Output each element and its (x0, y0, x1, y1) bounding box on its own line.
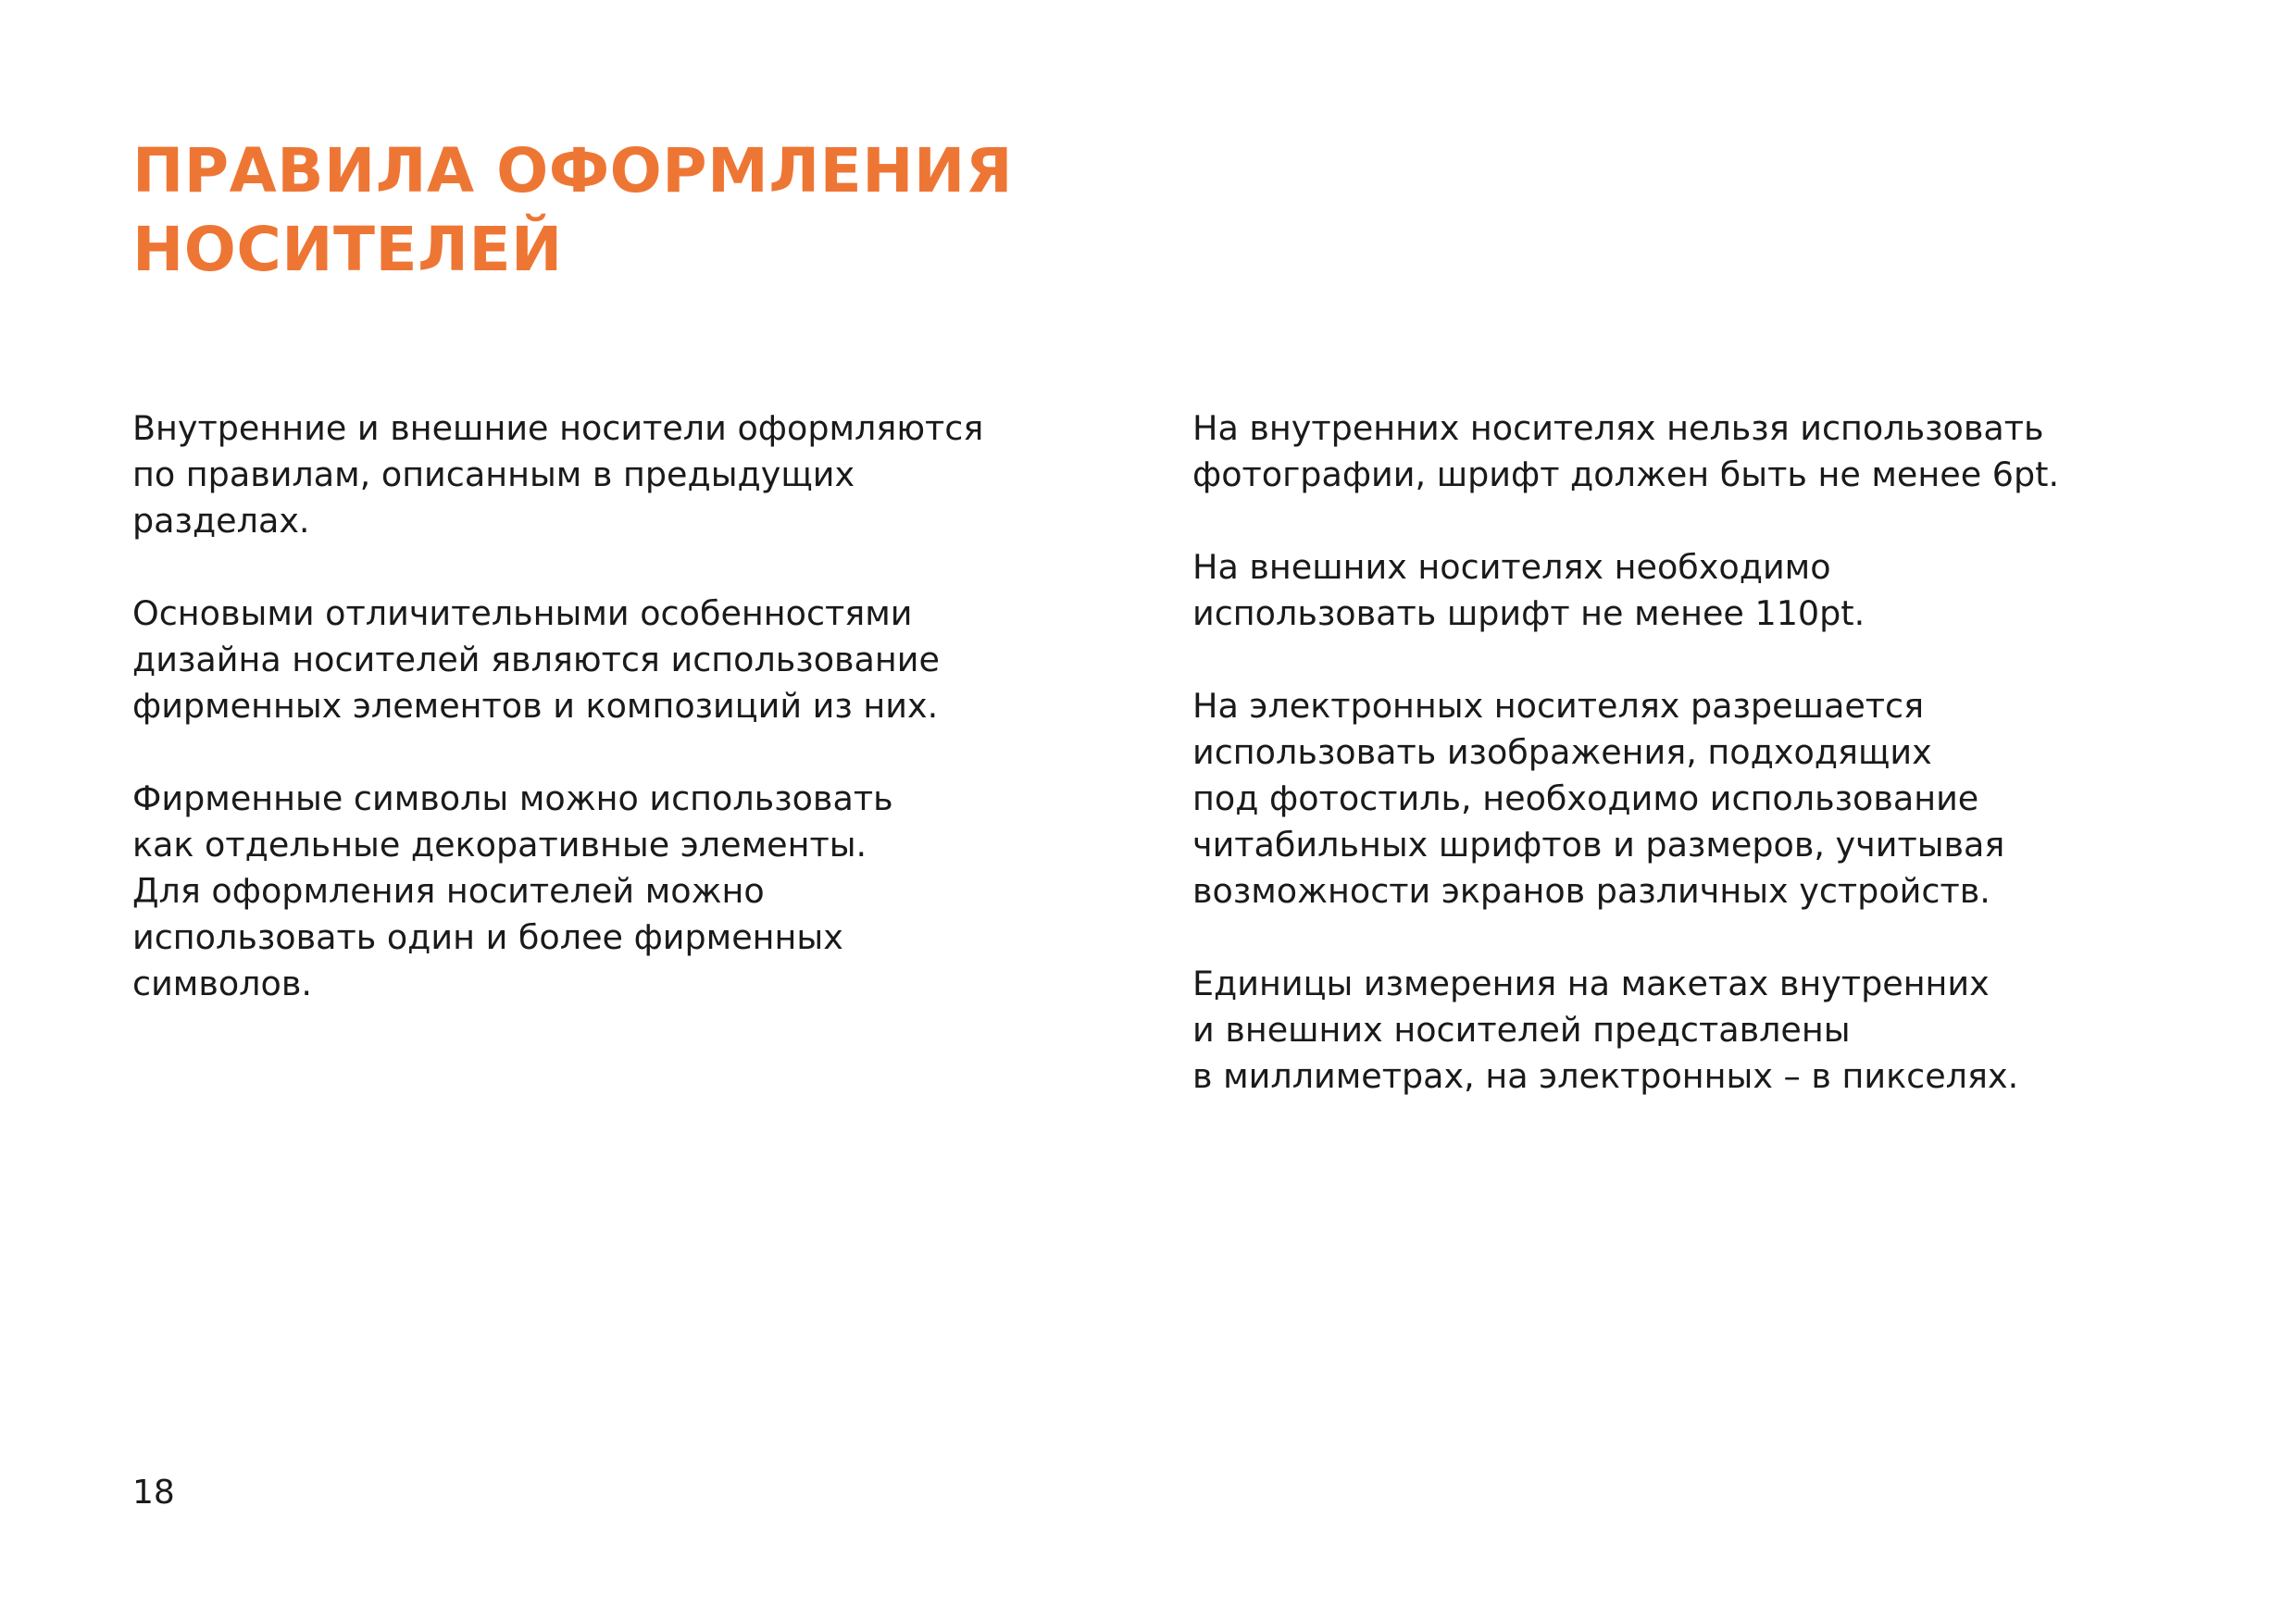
paragraph (1192, 405, 2248, 498)
text-line: возможности экранов различных устройств. (1192, 871, 1990, 911)
page-title-line: ПРАВИЛА ОФОРМЛЕНИЯ (132, 135, 1014, 206)
text-line: фирменных элементов и композиций из них. (132, 686, 939, 726)
paragraph (1192, 961, 2248, 1100)
page-title-line: НОСИТЕЛЕЙ (132, 214, 563, 285)
text-line: Для оформления носителей можно (132, 871, 765, 911)
paragraph (1192, 544, 2248, 637)
text-line: фотографии, шрифт должен быть не менее 6pt. (1192, 454, 2060, 494)
text-line: в миллиметрах, на электронных – в пикселях. (1192, 1056, 2019, 1096)
text-line: На электронных носителях разрешается (1192, 686, 1925, 726)
text-line: Фирменные символы можно использовать (132, 778, 893, 818)
text-line: использовать изображения, подходящих (1192, 732, 1932, 772)
text-line: читабильных шрифтов и размеров, учитывая (1192, 825, 2005, 865)
right-text-column (1192, 405, 2248, 1146)
text-line: как отдельные декоративные элементы. (132, 825, 867, 865)
text-line: дизайна носителей являются использование (132, 640, 940, 679)
text-line: На внутренних носителях нельзя использовать (1192, 408, 2044, 448)
text-line: Основыми отличительными особенностями (132, 593, 913, 633)
text-line: использовать один и более фирменных (132, 917, 843, 957)
paragraph (132, 591, 1151, 729)
page-number: 18 (132, 1474, 175, 1512)
page-title (132, 131, 1013, 289)
text-line: Внутренние и внешние носители оформляются (132, 408, 984, 448)
text-line: Единицы измерения на макетах внутренних (1192, 964, 1990, 1003)
text-line: под фотостиль, необходимо использование (1192, 778, 1979, 818)
text-line: и внешних носителей представлены (1192, 1010, 1851, 1050)
left-text-column (132, 405, 1151, 1053)
text-line: На внешних носителях необходимо (1192, 547, 1831, 587)
text-line: по правилам, описанным в предыдущих (132, 454, 855, 494)
paragraph (132, 405, 1151, 544)
text-line: символов. (132, 964, 312, 1003)
text-line: разделах. (132, 501, 310, 541)
paragraph (132, 776, 1151, 1007)
paragraph (1192, 683, 2248, 915)
text-line: использовать шрифт не менее 110pt. (1192, 593, 1866, 633)
